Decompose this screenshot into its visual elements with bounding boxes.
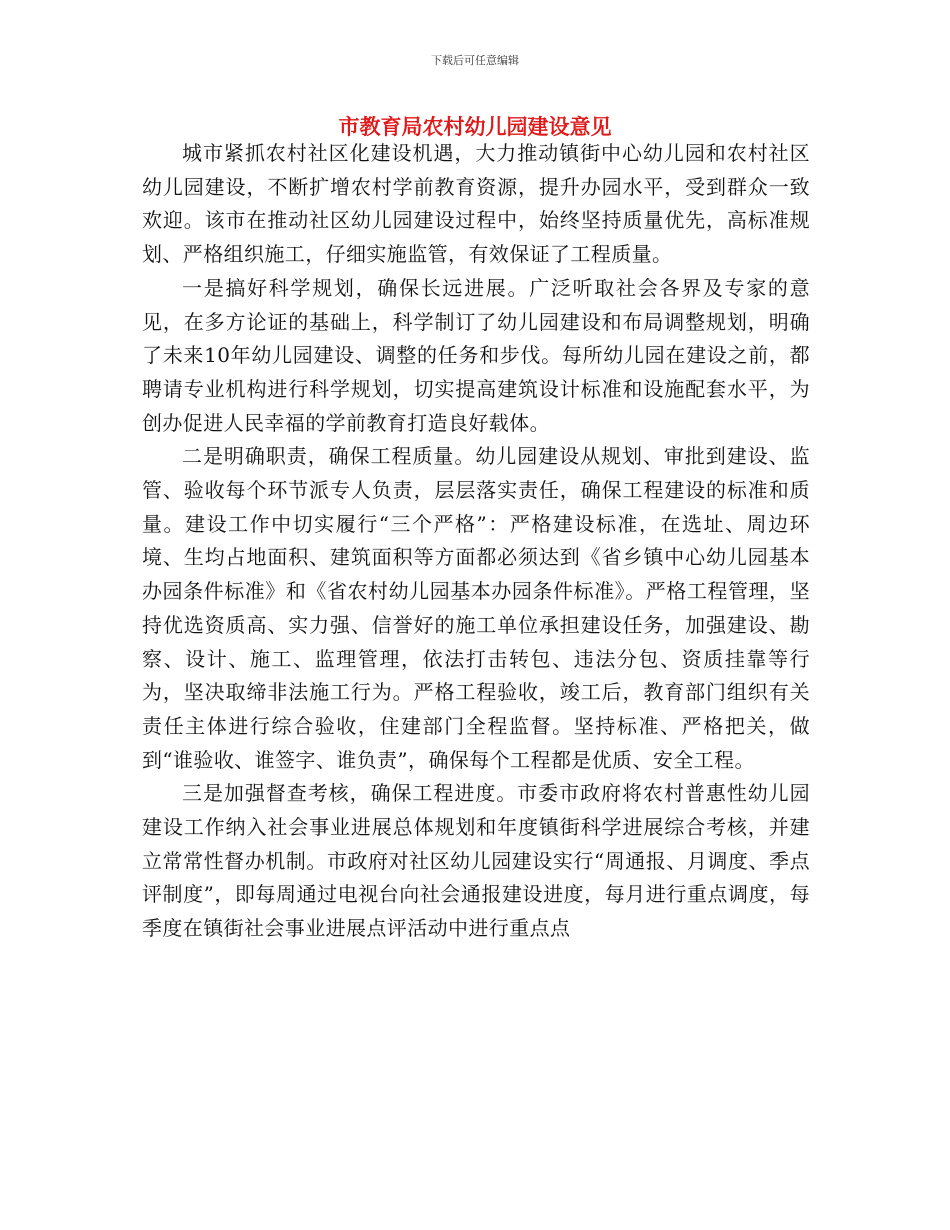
page-header: 下载后可任意编辑 bbox=[431, 54, 519, 67]
document-title: 市教育局农村幼儿园建设意见 bbox=[338, 114, 612, 139]
paragraph-responsibility: 二是明确职责，确保工程质量。幼儿园建设从规划、审批到建设、监管、验收每个环节派专人负责，层层落实责任，确保工程建设的标准和质量。建设工作中切实履行“三个严格”：严格建设标准，在选址、周边环境、生均占地面积、建筑面积等方面都必须达到《省乡镇中心幼儿园基本办园条件标准》和《省农村幼儿园基本办园条件标准》。严格工程管理，坚持优选资质高、实力强、信誉好的施工单位承担建设任务，加强建设、勘察、设计、施工、监理管理，依法打击转包、违法分包、资质挂靠等行为，坚决取缔非法施工行为。严格工程验收，竣工后，教育部门组织有关责任主体进行综合验收，住建部门全程监督。坚持标准、严格把关，做到“谁验收、谁签字、谁负责”，确保每个工程都是优质、安全工程。 bbox=[142, 444, 810, 772]
paragraph-intro: 城市紧抓农村社区化建设机遇，大力推动镇街中心幼儿园和农村社区幼儿园建设，不断扩增农村学前教育资源，提升办园水平，受到群众一致欢迎。该市在推动社区幼儿园建设过程中，始终坚持质量优先，高标准规划、严格组织施工，仔细实施监管，有效保证了工程质量。 bbox=[142, 141, 810, 267]
paragraph-planning: 一是搞好科学规划，确保长远进展。广泛听取社会各界及专家的意见，在多方论证的基础上，科学制订了幼儿园建设和布局调整规划，明确了未来10年幼儿园建设、调整的任务和步伐。每所幼儿园在建设之前，都聘请专业机构进行科学规划，切实提高建筑设计标准和设施配套水平，为创办促进人民幸福的学前教育打造良好载体。 bbox=[142, 275, 810, 435]
paragraph-supervision: 三是加强督查考核，确保工程进度。市委市政府将农村普惠性幼儿园建设工作纳入社会事业进展总体规划和年度镇街科学进展综合考核，并建立常常性督办机制。市政府对社区幼儿园建设实行“周通报、月调度、季点评制度”，即每周通过电视台向社会通报建设进度，每月进行重点调度，每季度在镇街社会事业进展点评活动中进行重点点 bbox=[142, 781, 810, 941]
document-body bbox=[142, 137, 810, 946]
